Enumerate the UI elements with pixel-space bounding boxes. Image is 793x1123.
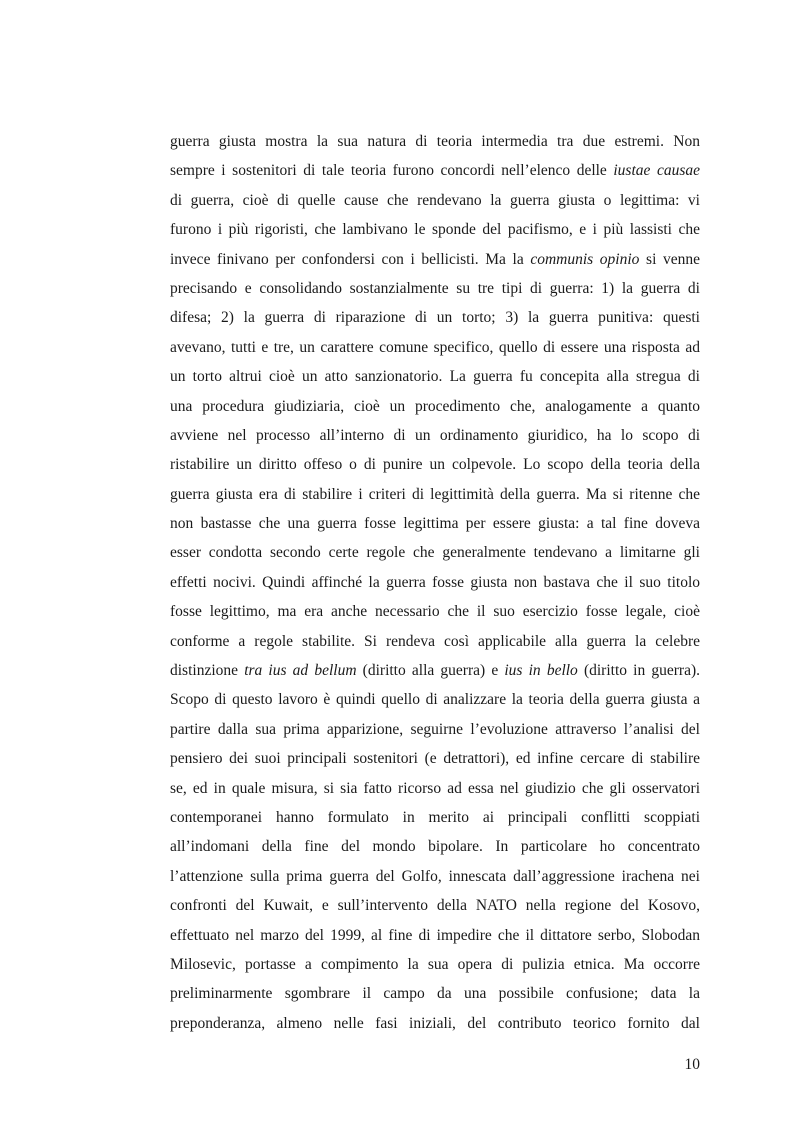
text-line: [170, 1009, 700, 1038]
body-text: [170, 127, 700, 1038]
text-line: [170, 715, 700, 744]
text-segment: effettuato nel marzo del 1999, al fine di impedire che il dittatore serbo, Slobodan: [170, 926, 700, 944]
text-line: [170, 480, 700, 509]
text-line: [170, 245, 700, 274]
text-line: [170, 862, 700, 891]
text-line: [170, 509, 700, 538]
italic-text-segment: tra ius ad bellum: [244, 662, 357, 680]
text-segment: avevano, tutti e tre, un carattere comune specifico, quello di essere una risposta ad: [170, 338, 700, 356]
text-segment: distinzione: [170, 662, 245, 680]
italic-text-segment: iustae causae: [613, 162, 700, 180]
text-line: [170, 891, 700, 920]
text-segment: di guerra, cioè di quelle cause che rendevano la guerra giusta o legittima: vi: [170, 191, 700, 209]
text-line: [170, 215, 700, 244]
text-segment: preliminarmente sgombrare il campo da una possibile confusione; data la: [170, 985, 700, 1003]
text-line: [170, 774, 700, 803]
text-line: [170, 538, 700, 567]
text-line: [170, 186, 700, 215]
text-segment: un torto altrui cioè un atto sanzionatorio. La guerra fu concepita alla stregua di: [170, 368, 700, 386]
text-segment: ristabilire un diritto offeso o di punire un colpevole. Lo scopo della teoria della: [170, 456, 700, 474]
text-line: [170, 333, 700, 362]
text-segment: invece finivano per confondersi con i bellicisti. Ma la: [170, 250, 531, 268]
text-segment: confronti del Kuwait, e sull’intervento della NATO nella regione del Kosovo,: [170, 897, 700, 915]
text-line: [170, 127, 700, 156]
text-segment: pensiero dei suoi principali sostenitori (e detrattori), ed infine cercare di stabilire: [170, 750, 700, 768]
text-segment: esser condotta secondo certe regole che generalmente tendevano a limitarne gli: [170, 544, 700, 562]
text-segment: non bastasse che una guerra fosse legittima per essere giusta: a tal fine doveva: [170, 515, 700, 533]
text-line: [170, 832, 700, 861]
text-segment: conforme a regole stabilite. Si rendeva così applicabile alla guerra la celebre: [170, 632, 700, 650]
text-segment: effetti nocivi. Quindi affinché la guerra fosse giusta non bastava che il suo titolo: [170, 573, 700, 591]
text-segment: fosse legittimo, ma era anche necessario che il suo esercizio fosse legale, cioè: [170, 603, 700, 621]
text-segment: (diritto alla guerra) e: [356, 662, 505, 680]
italic-text-segment: ius in bello: [504, 662, 578, 680]
text-segment: contemporanei hanno formulato in merito ai principali conflitti scoppiati: [170, 808, 700, 826]
text-line: [170, 450, 700, 479]
text-segment: furono i più rigoristi, che lambivano le sponde del pacifismo, e i più lassisti che: [170, 221, 700, 239]
text-line: [170, 921, 700, 950]
text-segment: se, ed in quale misura, si sia fatto ricorso ad essa nel giudizio che gli osservatori: [170, 779, 700, 797]
text-segment: difesa; 2) la guerra di riparazione di un torto; 3) la guerra punitiva: questi: [170, 309, 700, 327]
text-segment: si venne: [639, 250, 700, 268]
text-segment: all’indomani della fine del mondo bipolare. In particolare ho concentrato: [170, 838, 700, 856]
text-segment: avviene nel processo all’interno di un ordinamento giuridico, ha lo scopo di: [170, 426, 700, 444]
text-line: [170, 274, 700, 303]
text-line: [170, 392, 700, 421]
text-segment: Milosevic, portasse a compimento la sua opera di pulizia etnica. Ma occorre: [170, 955, 700, 973]
text-segment: sempre i sostenitori di tale teoria furono concordi nell’elenco delle: [170, 162, 614, 180]
text-segment: Scopo di questo lavoro è quindi quello di analizzare la teoria della guerra giusta a: [170, 691, 700, 709]
text-segment: preponderanza, almeno nelle fasi iniziali, del contributo teorico fornito dal: [170, 1014, 700, 1032]
text-line: [170, 685, 700, 714]
text-line: [170, 744, 700, 773]
text-line: [170, 156, 700, 185]
text-line: [170, 803, 700, 832]
text-segment: partire dalla sua prima apparizione, seguirne l’evoluzione attraverso l’analisi del: [170, 720, 700, 738]
text-line: [170, 597, 700, 626]
text-segment: l’attenzione sulla prima guerra del Golfo, innescata dall’aggressione irachena nei: [170, 867, 700, 885]
text-line: [170, 950, 700, 979]
text-line: [170, 303, 700, 332]
text-segment: (diritto in guerra).: [577, 662, 700, 680]
text-line: [170, 627, 700, 656]
text-line: [170, 362, 700, 391]
text-segment: guerra giusta era di stabilire i criteri di legittimità della guerra. Ma si ritenne che: [170, 485, 700, 503]
page-number: 10: [684, 1056, 700, 1073]
text-line: [170, 421, 700, 450]
italic-text-segment: communis opinio: [530, 250, 640, 268]
text-segment: guerra giusta mostra la sua natura di teoria intermedia tra due estremi. Non: [170, 133, 700, 150]
text-line: [170, 568, 700, 597]
text-line: [170, 656, 700, 685]
text-line: [170, 979, 700, 1008]
text-segment: precisando e consolidando sostanzialmente su tre tipi di guerra: 1) la guerra di: [170, 279, 700, 297]
text-segment: una procedura giudiziaria, cioè un procedimento che, analogamente a quanto: [170, 397, 700, 415]
